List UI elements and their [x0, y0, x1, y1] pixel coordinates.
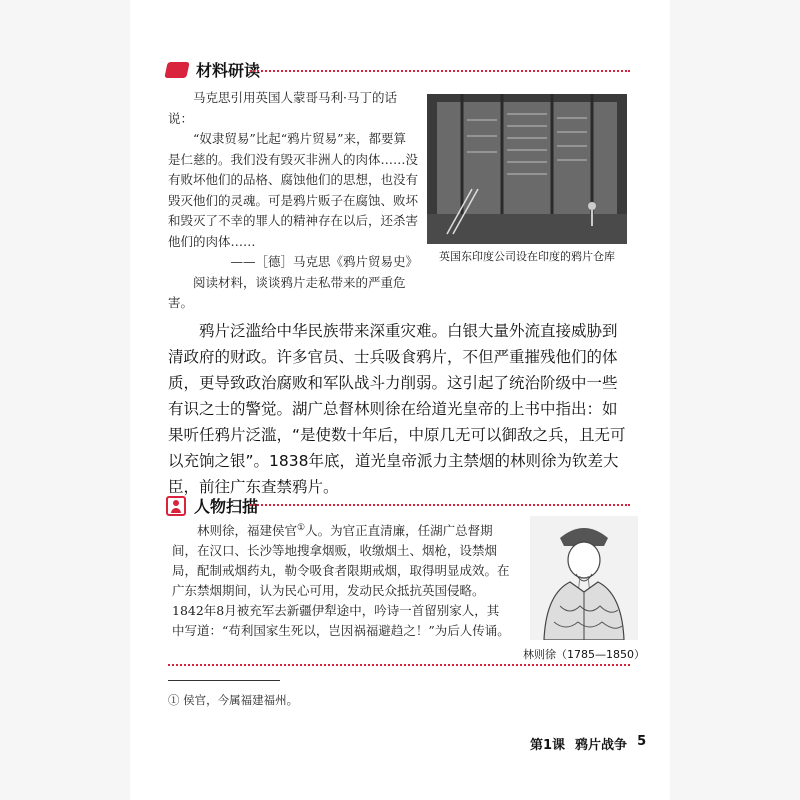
figure-divider [250, 504, 630, 506]
figure-heading-label: 人物扫描 [194, 497, 259, 516]
material-quote-block [168, 88, 418, 314]
footer-lesson: 第1课 [530, 738, 566, 753]
footer-title: 鸦片战争 [575, 738, 628, 753]
main-paragraph: 鸦片泛滥给中华民族带来深重灾难。白银大量外流直接威胁到清政府的财政。许多官员、士兵吸食鸦片，不但严重摧残他们的体质，更导致政治腐败和军队战斗力削弱。这引起了统治阶级中一些有识之士的警觉。湖广总督林则徐在给道光皇帝的上书中指出：如果听任鸦片泛滥，“是使数十年后，中原几无可以御敌之兵，且无可以充饷之银”。1838年底，道光皇帝派力主禁烟的林则徐为钦差大臣，前往广东查禁鸦片。 [168, 322, 626, 496]
textbook-page [130, 0, 670, 800]
material-intro: 马克思引用英国人蒙哥马利·马丁的话说： [168, 90, 397, 126]
tag-icon [164, 62, 189, 78]
page-footer [530, 734, 646, 753]
heading-divider [250, 70, 630, 72]
person-icon [166, 496, 186, 516]
figure-heading [166, 494, 258, 517]
lin-zexu-portrait [530, 516, 638, 640]
biography-rest: 人。为官正直清廉，任湖广总督期间，在汉口、长沙等地搜拿烟贩，收缴烟土、烟枪，设禁烟局，配制戒烟药丸，勒令吸食者限期戒烟，取得明显成效。在广东禁烟期间，认为民心可用，发动民众抵抗英国侵略。1842年8月被充军去新疆伊犁途中，吟诗一首留别家人，其中写道：“苟利国家生死以，岂因祸福避趋之！”为后人传诵。 [172, 523, 510, 639]
opium-warehouse-image [427, 94, 627, 244]
warehouse-caption: 英国东印度公司设在印度的鸦片仓库 [439, 250, 615, 263]
biography-text [172, 518, 510, 641]
biography-start: 林则徐，福建侯官 [197, 523, 298, 539]
portrait-caption: 林则徐（1785—1850） [523, 648, 645, 661]
material-quote: “奴隶贸易”比起“鸦片贸易”来，都要算是仁慈的。我们没有毁灭非洲人的肉体……没有败坏他们的品格、腐蚀他们的思想，也没有毁灭他们的灵魂。可是鸦片贩子在腐蚀、败坏和毁灭了不幸的罪人的精神存在以后，还杀害他们的肉体…… [168, 131, 419, 249]
material-source: ——［德］马克思《鸦片贸易史》 [230, 254, 418, 269]
footnote: ① 侯官，今属福建福州。 [168, 693, 299, 707]
main-text-block [168, 318, 630, 500]
material-heading-label: 材料研读 [196, 61, 261, 80]
footnote-marker: ① [297, 523, 306, 533]
material-question: 阅读材料，谈谈鸦片走私带来的严重危害。 [168, 274, 406, 310]
footnote-rule [168, 680, 280, 681]
page-number: 5 [637, 734, 647, 749]
material-heading [166, 58, 260, 81]
biography-block [172, 518, 510, 641]
figure-bottom-divider [168, 664, 630, 666]
